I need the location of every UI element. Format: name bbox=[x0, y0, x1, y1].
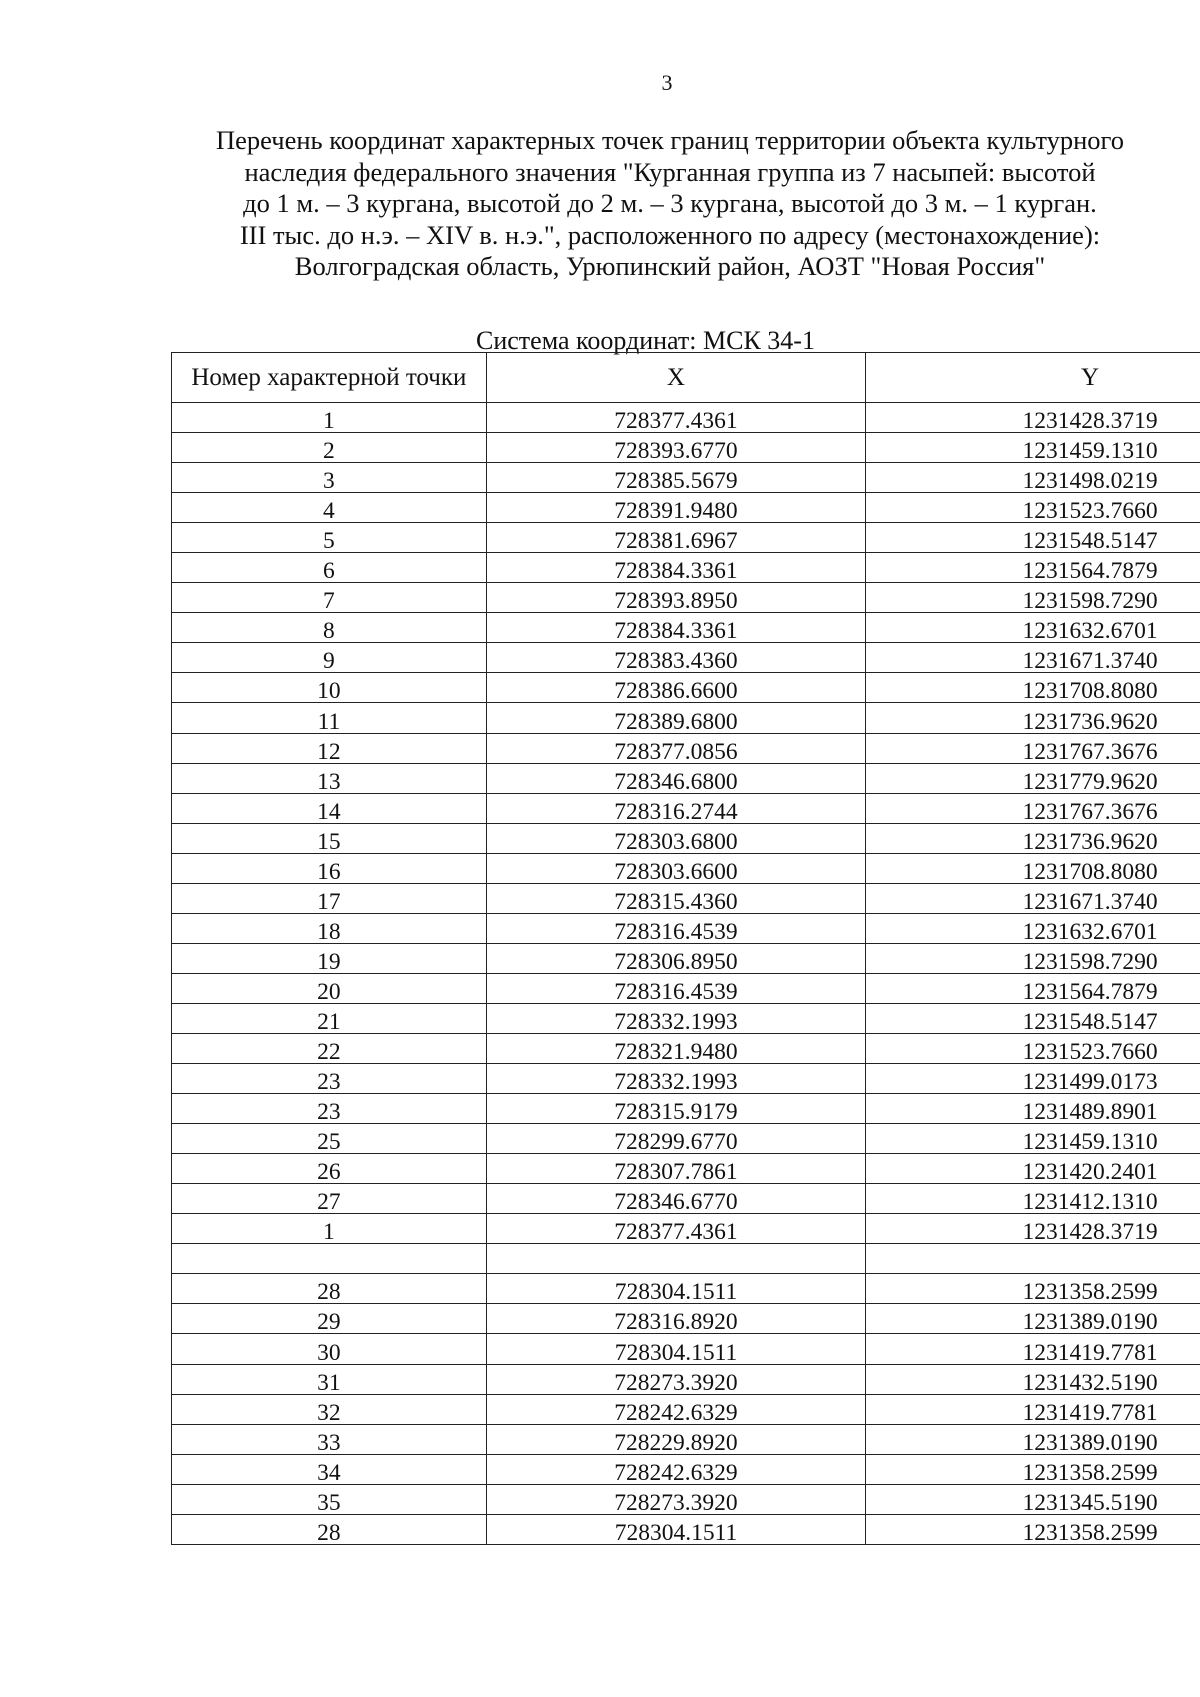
x-cell: 728304.1511 bbox=[486, 1274, 865, 1304]
point-number-cell: 2 bbox=[172, 433, 487, 463]
header-point-number: Номер характерной точки bbox=[172, 353, 487, 403]
x-cell: 728303.6800 bbox=[486, 823, 865, 853]
x-cell: 728242.6329 bbox=[486, 1394, 865, 1424]
y-cell: 1231459.1310 bbox=[866, 1124, 1200, 1154]
x-cell: 728346.6770 bbox=[486, 1184, 865, 1214]
y-cell: 1231389.0190 bbox=[866, 1304, 1200, 1334]
point-number-cell: 20 bbox=[172, 973, 487, 1003]
point-number-cell: 22 bbox=[172, 1033, 487, 1063]
x-cell: 728316.8920 bbox=[486, 1304, 865, 1334]
title-line: Перечень координат характерных точек границ территории объекта культурного bbox=[216, 125, 1124, 155]
table-row bbox=[172, 1274, 1200, 1304]
table-row bbox=[172, 1094, 1200, 1124]
table-row bbox=[172, 433, 1200, 463]
title-line: III тыс. до н.э. – XIV в. н.э.", расположенного по адресу (местонахождение): bbox=[239, 219, 1101, 250]
point-number-cell bbox=[172, 1244, 487, 1274]
table-row bbox=[172, 733, 1200, 763]
x-cell: 728389.6800 bbox=[486, 703, 865, 733]
point-number-cell: 34 bbox=[172, 1454, 487, 1484]
y-cell: 1231389.0190 bbox=[866, 1424, 1200, 1454]
point-number-cell: 19 bbox=[172, 943, 487, 973]
table-row bbox=[172, 1484, 1200, 1514]
table-row bbox=[172, 403, 1200, 433]
y-cell: 1231671.3740 bbox=[866, 883, 1200, 913]
table-row bbox=[172, 943, 1200, 973]
point-number-cell: 28 bbox=[172, 1274, 487, 1304]
y-cell: 1231779.9620 bbox=[866, 763, 1200, 793]
y-cell: 1231767.3676 bbox=[866, 793, 1200, 823]
y-cell: 1231708.8080 bbox=[866, 853, 1200, 883]
y-cell: 1231564.7879 bbox=[866, 973, 1200, 1003]
point-number-cell: 5 bbox=[172, 523, 487, 553]
point-number-cell: 16 bbox=[172, 853, 487, 883]
table-row bbox=[172, 613, 1200, 643]
x-cell: 728377.4361 bbox=[486, 1214, 865, 1244]
point-number-cell: 6 bbox=[172, 553, 487, 583]
x-cell: 728304.1511 bbox=[486, 1334, 865, 1364]
y-cell: 1231736.9620 bbox=[866, 823, 1200, 853]
x-cell: 728393.8950 bbox=[486, 583, 865, 613]
x-cell: 728332.1993 bbox=[486, 1003, 865, 1033]
x-cell: 728386.6600 bbox=[486, 673, 865, 703]
y-cell: 1231428.3719 bbox=[866, 1214, 1200, 1244]
x-cell: 728273.3920 bbox=[486, 1484, 865, 1514]
x-cell: 728332.1993 bbox=[486, 1064, 865, 1094]
y-cell: 1231358.2599 bbox=[866, 1274, 1200, 1304]
y-cell: 1231419.7781 bbox=[866, 1334, 1200, 1364]
point-number-cell: 31 bbox=[172, 1364, 487, 1394]
table-row bbox=[172, 1244, 1200, 1274]
y-cell: 1231767.3676 bbox=[866, 733, 1200, 763]
y-cell: 1231345.5190 bbox=[866, 1484, 1200, 1514]
table-row bbox=[172, 1154, 1200, 1184]
title-line: наследия федерального значения "Курганная группа из 7 насыпей: высотой bbox=[244, 156, 1096, 187]
x-cell: 728316.4539 bbox=[486, 913, 865, 943]
x-cell: 728315.4360 bbox=[486, 883, 865, 913]
x-cell: 728299.6770 bbox=[486, 1124, 865, 1154]
point-number-cell: 1 bbox=[172, 403, 487, 433]
x-cell: 728384.3361 bbox=[486, 613, 865, 643]
x-cell: 728306.8950 bbox=[486, 943, 865, 973]
table-row bbox=[172, 883, 1200, 913]
table-row bbox=[172, 1184, 1200, 1214]
y-cell: 1231523.7660 bbox=[866, 1033, 1200, 1063]
table-row bbox=[172, 553, 1200, 583]
y-cell: 1231708.8080 bbox=[866, 673, 1200, 703]
x-cell: 728307.7861 bbox=[486, 1154, 865, 1184]
table-row bbox=[172, 853, 1200, 883]
table-row bbox=[172, 1003, 1200, 1033]
y-cell: 1231499.0173 bbox=[866, 1064, 1200, 1094]
y-cell: 1231671.3740 bbox=[866, 643, 1200, 673]
x-cell: 728346.6800 bbox=[486, 763, 865, 793]
y-cell: 1231736.9620 bbox=[866, 703, 1200, 733]
x-cell: 728315.9179 bbox=[486, 1094, 865, 1124]
table-row bbox=[172, 1514, 1200, 1544]
point-number-cell: 28 bbox=[172, 1514, 487, 1544]
point-number-cell: 33 bbox=[172, 1424, 487, 1454]
point-number-cell: 29 bbox=[172, 1304, 487, 1334]
x-cell: 728377.0856 bbox=[486, 733, 865, 763]
page-number: 3 bbox=[661, 70, 673, 95]
x-cell: 728393.6770 bbox=[486, 433, 865, 463]
point-number-cell: 1 bbox=[172, 1214, 487, 1244]
x-cell: 728385.5679 bbox=[486, 463, 865, 493]
point-number-cell: 9 bbox=[172, 643, 487, 673]
table-row bbox=[172, 643, 1200, 673]
table-row bbox=[172, 1334, 1200, 1364]
y-cell: 1231358.2599 bbox=[866, 1454, 1200, 1484]
y-cell: 1231459.1310 bbox=[866, 433, 1200, 463]
header-x: X bbox=[486, 353, 865, 403]
table-row bbox=[172, 1214, 1200, 1244]
table-row bbox=[172, 973, 1200, 1003]
table-row bbox=[172, 913, 1200, 943]
point-number-cell: 32 bbox=[172, 1394, 487, 1424]
x-cell: 728304.1511 bbox=[486, 1514, 865, 1544]
point-number-cell: 23 bbox=[172, 1064, 487, 1094]
x-cell bbox=[486, 1244, 865, 1274]
y-cell: 1231432.5190 bbox=[866, 1364, 1200, 1394]
y-cell: 1231489.8901 bbox=[866, 1094, 1200, 1124]
y-cell: 1231632.6701 bbox=[866, 613, 1200, 643]
table-row bbox=[172, 523, 1200, 553]
coordinates-table bbox=[171, 352, 1200, 1545]
y-cell: 1231598.7290 bbox=[866, 943, 1200, 973]
x-cell: 728303.6600 bbox=[486, 853, 865, 883]
point-number-cell: 8 bbox=[172, 613, 487, 643]
table-row bbox=[172, 793, 1200, 823]
x-cell: 728321.9480 bbox=[486, 1033, 865, 1063]
table-row bbox=[172, 763, 1200, 793]
y-cell: 1231498.0219 bbox=[866, 463, 1200, 493]
x-cell: 728316.2744 bbox=[486, 793, 865, 823]
y-cell bbox=[866, 1244, 1200, 1274]
y-cell: 1231548.5147 bbox=[866, 523, 1200, 553]
point-number-cell: 13 bbox=[172, 763, 487, 793]
y-cell: 1231564.7879 bbox=[866, 553, 1200, 583]
point-number-cell: 3 bbox=[172, 463, 487, 493]
table-body bbox=[172, 403, 1200, 1545]
coordinate-system-caption: Система координат: МСК 34-1 bbox=[476, 326, 815, 355]
x-cell: 728384.3361 bbox=[486, 553, 865, 583]
table-row bbox=[172, 583, 1200, 613]
point-number-cell: 10 bbox=[172, 673, 487, 703]
y-cell: 1231523.7660 bbox=[866, 493, 1200, 523]
y-cell: 1231428.3719 bbox=[866, 403, 1200, 433]
table-row bbox=[172, 673, 1200, 703]
table-row bbox=[172, 1394, 1200, 1424]
table-row bbox=[172, 463, 1200, 493]
point-number-cell: 7 bbox=[172, 583, 487, 613]
table-row bbox=[172, 823, 1200, 853]
x-cell: 728242.6329 bbox=[486, 1454, 865, 1484]
x-cell: 728383.4360 bbox=[486, 643, 865, 673]
x-cell: 728229.8920 bbox=[486, 1424, 865, 1454]
table-row bbox=[172, 1454, 1200, 1484]
point-number-cell: 18 bbox=[172, 913, 487, 943]
table-row bbox=[172, 1064, 1200, 1094]
y-cell: 1231358.2599 bbox=[866, 1514, 1200, 1544]
document-title bbox=[170, 125, 1170, 283]
title-line: до 1 м. – 3 кургана, высотой до 2 м. – 3 кургана, высотой до 3 м. – 1 курган. bbox=[243, 188, 1097, 218]
x-cell: 728273.3920 bbox=[486, 1364, 865, 1394]
point-number-cell: 27 bbox=[172, 1184, 487, 1214]
table-row bbox=[172, 1364, 1200, 1394]
point-number-cell: 12 bbox=[172, 733, 487, 763]
x-cell: 728316.4539 bbox=[486, 973, 865, 1003]
point-number-cell: 26 bbox=[172, 1154, 487, 1184]
point-number-cell: 14 bbox=[172, 793, 487, 823]
point-number-cell: 4 bbox=[172, 493, 487, 523]
table-header-row bbox=[172, 353, 1200, 403]
point-number-cell: 21 bbox=[172, 1003, 487, 1033]
y-cell: 1231420.2401 bbox=[866, 1154, 1200, 1184]
y-cell: 1231412.1310 bbox=[866, 1184, 1200, 1214]
header-y: Y bbox=[866, 353, 1200, 403]
x-cell: 728377.4361 bbox=[486, 403, 865, 433]
x-cell: 728391.9480 bbox=[486, 493, 865, 523]
table-row bbox=[172, 1424, 1200, 1454]
table-row bbox=[172, 1304, 1200, 1334]
table-row bbox=[172, 1124, 1200, 1154]
table-row bbox=[172, 493, 1200, 523]
table-row bbox=[172, 703, 1200, 733]
point-number-cell: 15 bbox=[172, 823, 487, 853]
point-number-cell: 30 bbox=[172, 1334, 487, 1364]
x-cell: 728381.6967 bbox=[486, 523, 865, 553]
point-number-cell: 35 bbox=[172, 1484, 487, 1514]
y-cell: 1231598.7290 bbox=[866, 583, 1200, 613]
point-number-cell: 25 bbox=[172, 1124, 487, 1154]
point-number-cell: 11 bbox=[172, 703, 487, 733]
point-number-cell: 23 bbox=[172, 1094, 487, 1124]
title-line: Волгоградская область, Урюпинский район, АОЗТ "Новая Россия" bbox=[294, 251, 1046, 281]
y-cell: 1231632.6701 bbox=[866, 913, 1200, 943]
point-number-cell: 17 bbox=[172, 883, 487, 913]
y-cell: 1231548.5147 bbox=[866, 1003, 1200, 1033]
table-row bbox=[172, 1033, 1200, 1063]
y-cell: 1231419.7781 bbox=[866, 1394, 1200, 1424]
